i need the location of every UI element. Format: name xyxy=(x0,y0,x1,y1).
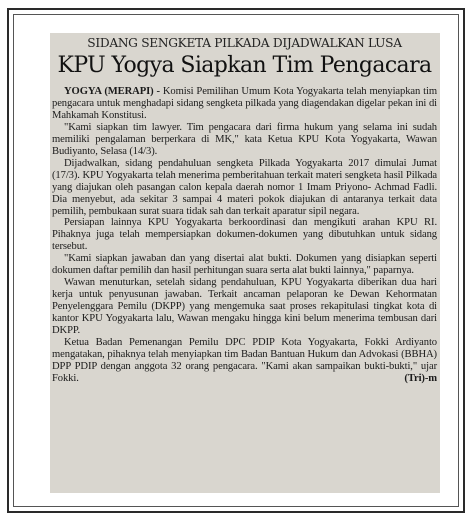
article-signature: (Tri)-m xyxy=(404,372,437,384)
article-paragraph-1 xyxy=(52,86,437,122)
article-paragraph-5: "Kami siapkan jawaban dan yang disertai alat bukti. Dokumen yang disiapkan seperti dokumen daftar pemilih dan hasil perhitungan suara serta alat bukti lainnya," paparnya. xyxy=(52,253,437,277)
article-kicker: SIDANG SENGKETA PILKADA DIJADWALKAN LUSA xyxy=(87,36,402,50)
newspaper-clipping xyxy=(50,33,440,493)
article-dateline: YOGYA (MERAPI) - xyxy=(64,86,160,97)
article-paragraph-6: Wawan menuturkan, setelah sidang pendahuluan, KPU Yogyakarta diberikan dua hari kerja untuk penyusunan jawaban. Terkait ancaman pelaporan ke Dewan Kehormatan Penyelenggara Pemilu (DKPP) yang mengemuka saat proses rekapitulasi tingkat kota di kantor KPU Yogyakarta lalu, Wawan mengaku hingga kini belum menerima tembusan dari DKPP. xyxy=(52,277,437,337)
article-paragraph-7 xyxy=(52,337,437,385)
article-body xyxy=(52,86,437,385)
paragraph-text: Komisi Pemilihan Umum Kota Yogyakarta telah menyiapkan tim pengacara untuk menghadapi sidang sengketa pilkada yang diagendakan digelar pekan ini di Mahkamah Konstitusi. xyxy=(52,86,437,121)
article-paragraph-3: Dijadwalkan, sidang pendahuluan sengketa Pilkada Yogyakarta 2017 dimulai Jumat (17/3). KPU Yogyakarta telah menerima pemberitahuan terkait materi sengketa hasil Pilkada yang diajukan oleh pasangan calon kepala daerah nomor 1 Imam Priyono- Achmad Fadli. Dia menyebut, ada sekitar 3 sampai 4 materi pokok diajukan di antaranya terkait data pemilih, pembukaan surat suara tidak sah dan terkait aparatur sipil negara. xyxy=(52,157,437,217)
article-paragraph-4: Persiapan lainnya KPU Yogyakarta berkoordinasi dan mengikuti arahan KPU RI. Pihaknya juga telah mempersiapkan dokumen-dokumen yang dibutuhkan untuk sidang tersebut. xyxy=(52,217,437,253)
article-paragraph-2: "Kami siapkan tim lawyer. Tim pengacara dari firma hukum yang selama ini sudah memiliki pengalaman berperkara di MK," kata Ketua KPU Kota Yogyakarta, Wawan Budiyanto, Selasa (14/3). xyxy=(52,121,437,157)
paragraph-text: Ketua Badan Pemenangan Pemilu DPC PDIP Kota Yogyakarta, Fokki Ardiyanto mengatakan, pihaknya telah menyiapkan tim Badan Bantuan Hukum dan Advokasi (BBHA) DPP PDIP dengan anggota 32 orang pengacara. "Kami akan sampaikan bukti-bukti," ujar Fokki. xyxy=(52,337,437,384)
article-headline: KPU Yogya Siapkan Tim Pengacara xyxy=(57,53,432,78)
